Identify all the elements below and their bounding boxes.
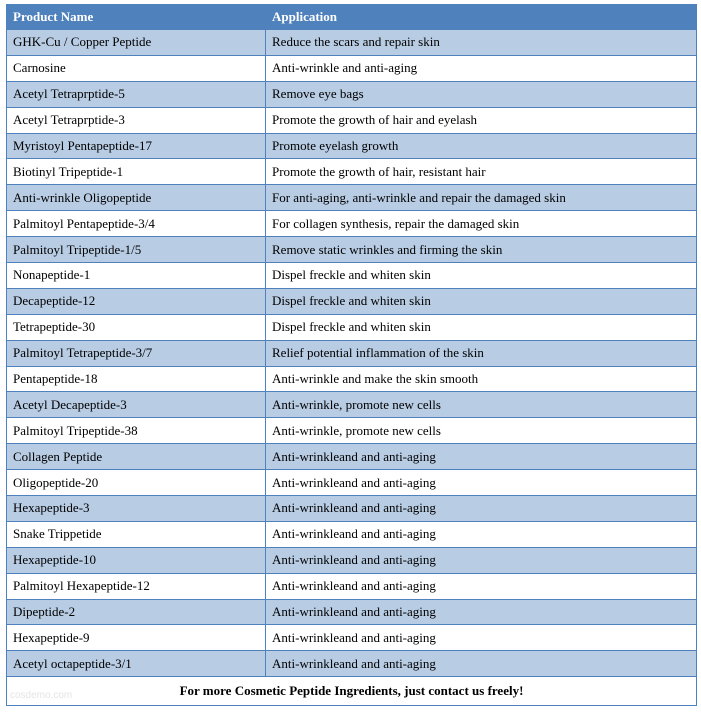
application-cell: Anti-wrinkle and make the skin smooth [266, 366, 697, 392]
table-row [7, 470, 697, 496]
application-cell: Remove static wrinkles and firming the skin [266, 237, 697, 263]
product-name-cell: Myristoyl Pentapeptide-17 [7, 133, 266, 159]
product-name-cell: Anti-wrinkle Oligopeptide [7, 185, 266, 211]
product-name-cell: Dipeptide-2 [7, 599, 266, 625]
table-row [7, 418, 697, 444]
table-row [7, 547, 697, 573]
application-cell: Anti-wrinkleand and anti-aging [266, 521, 697, 547]
table-row [7, 444, 697, 470]
application-cell: Reduce the scars and repair skin [266, 30, 697, 56]
table-row [7, 107, 697, 133]
application-cell: Dispel freckle and whiten skin [266, 314, 697, 340]
product-name-cell: Decapeptide-12 [7, 288, 266, 314]
product-name-cell: Palmitoyl Pentapeptide-3/4 [7, 211, 266, 237]
product-name-cell: Tetrapeptide-30 [7, 314, 266, 340]
product-name-cell: Acetyl Tetraprptide-5 [7, 81, 266, 107]
application-cell: Anti-wrinkleand and anti-aging [266, 470, 697, 496]
table-row [7, 496, 697, 522]
column-header-product-name: Product Name [7, 5, 266, 30]
table-row [7, 521, 697, 547]
table-row [7, 30, 697, 56]
product-name-cell: Oligopeptide-20 [7, 470, 266, 496]
table-row [7, 340, 697, 366]
product-name-cell: Pentapeptide-18 [7, 366, 266, 392]
table-row [7, 314, 697, 340]
table-row [7, 573, 697, 599]
application-cell: Dispel freckle and whiten skin [266, 263, 697, 289]
table-row [7, 237, 697, 263]
application-cell: Anti-wrinkleand and anti-aging [266, 444, 697, 470]
table-row [7, 366, 697, 392]
table-row [7, 211, 697, 237]
application-cell: Anti-wrinkleand and anti-aging [266, 547, 697, 573]
product-name-cell: Palmitoyl Hexapeptide-12 [7, 573, 266, 599]
application-cell: Anti-wrinkle, promote new cells [266, 418, 697, 444]
table-footer-row [7, 677, 697, 706]
peptide-table [6, 4, 697, 706]
product-name-cell: Palmitoyl Tetrapeptide-3/7 [7, 340, 266, 366]
application-cell: Anti-wrinkle, promote new cells [266, 392, 697, 418]
table-body [7, 30, 697, 677]
product-name-cell: Carnosine [7, 55, 266, 81]
application-cell: For anti-aging, anti-wrinkle and repair the damaged skin [266, 185, 697, 211]
application-cell: Anti-wrinkleand and anti-aging [266, 573, 697, 599]
table-row [7, 392, 697, 418]
table-row [7, 81, 697, 107]
application-cell: Anti-wrinkleand and anti-aging [266, 651, 697, 677]
application-cell: Promote the growth of hair, resistant hair [266, 159, 697, 185]
product-name-cell: Palmitoyl Tripeptide-38 [7, 418, 266, 444]
product-name-cell: Biotinyl Tripeptide-1 [7, 159, 266, 185]
product-name-cell: GHK-Cu / Copper Peptide [7, 30, 266, 56]
application-cell: Remove eye bags [266, 81, 697, 107]
product-name-cell: Hexapeptide-3 [7, 496, 266, 522]
product-name-cell: Collagen Peptide [7, 444, 266, 470]
column-header-application: Application [266, 5, 697, 30]
application-cell: Promote eyelash growth [266, 133, 697, 159]
table-row [7, 288, 697, 314]
contact-footer-note: For more Cosmetic Peptide Ingredients, just contact us freely! [7, 677, 697, 706]
application-cell: Relief potential inflammation of the skin [266, 340, 697, 366]
table-row [7, 159, 697, 185]
product-name-cell: Snake Trippetide [7, 521, 266, 547]
peptide-table-container [6, 4, 696, 706]
product-name-cell: Hexapeptide-10 [7, 547, 266, 573]
table-header-row [7, 5, 697, 30]
table-row [7, 625, 697, 651]
watermark-text: cosdemo.com [10, 690, 73, 701]
product-name-cell: Palmitoyl Tripeptide-1/5 [7, 237, 266, 263]
application-cell: Anti-wrinkleand and anti-aging [266, 496, 697, 522]
table-row [7, 599, 697, 625]
table-row [7, 133, 697, 159]
application-cell: Anti-wrinkleand and anti-aging [266, 599, 697, 625]
product-name-cell: Acetyl Decapeptide-3 [7, 392, 266, 418]
product-name-cell: Acetyl Tetraprptide-3 [7, 107, 266, 133]
application-cell: Promote the growth of hair and eyelash [266, 107, 697, 133]
application-cell: Anti-wrinkle and anti-aging [266, 55, 697, 81]
table-row [7, 651, 697, 677]
application-cell: Anti-wrinkleand and anti-aging [266, 625, 697, 651]
product-name-cell: Nonapeptide-1 [7, 263, 266, 289]
product-name-cell: Acetyl octapeptide-3/1 [7, 651, 266, 677]
table-row [7, 185, 697, 211]
product-name-cell: Hexapeptide-9 [7, 625, 266, 651]
table-row [7, 263, 697, 289]
table-row [7, 55, 697, 81]
application-cell: Dispel freckle and whiten skin [266, 288, 697, 314]
application-cell: For collagen synthesis, repair the damaged skin [266, 211, 697, 237]
